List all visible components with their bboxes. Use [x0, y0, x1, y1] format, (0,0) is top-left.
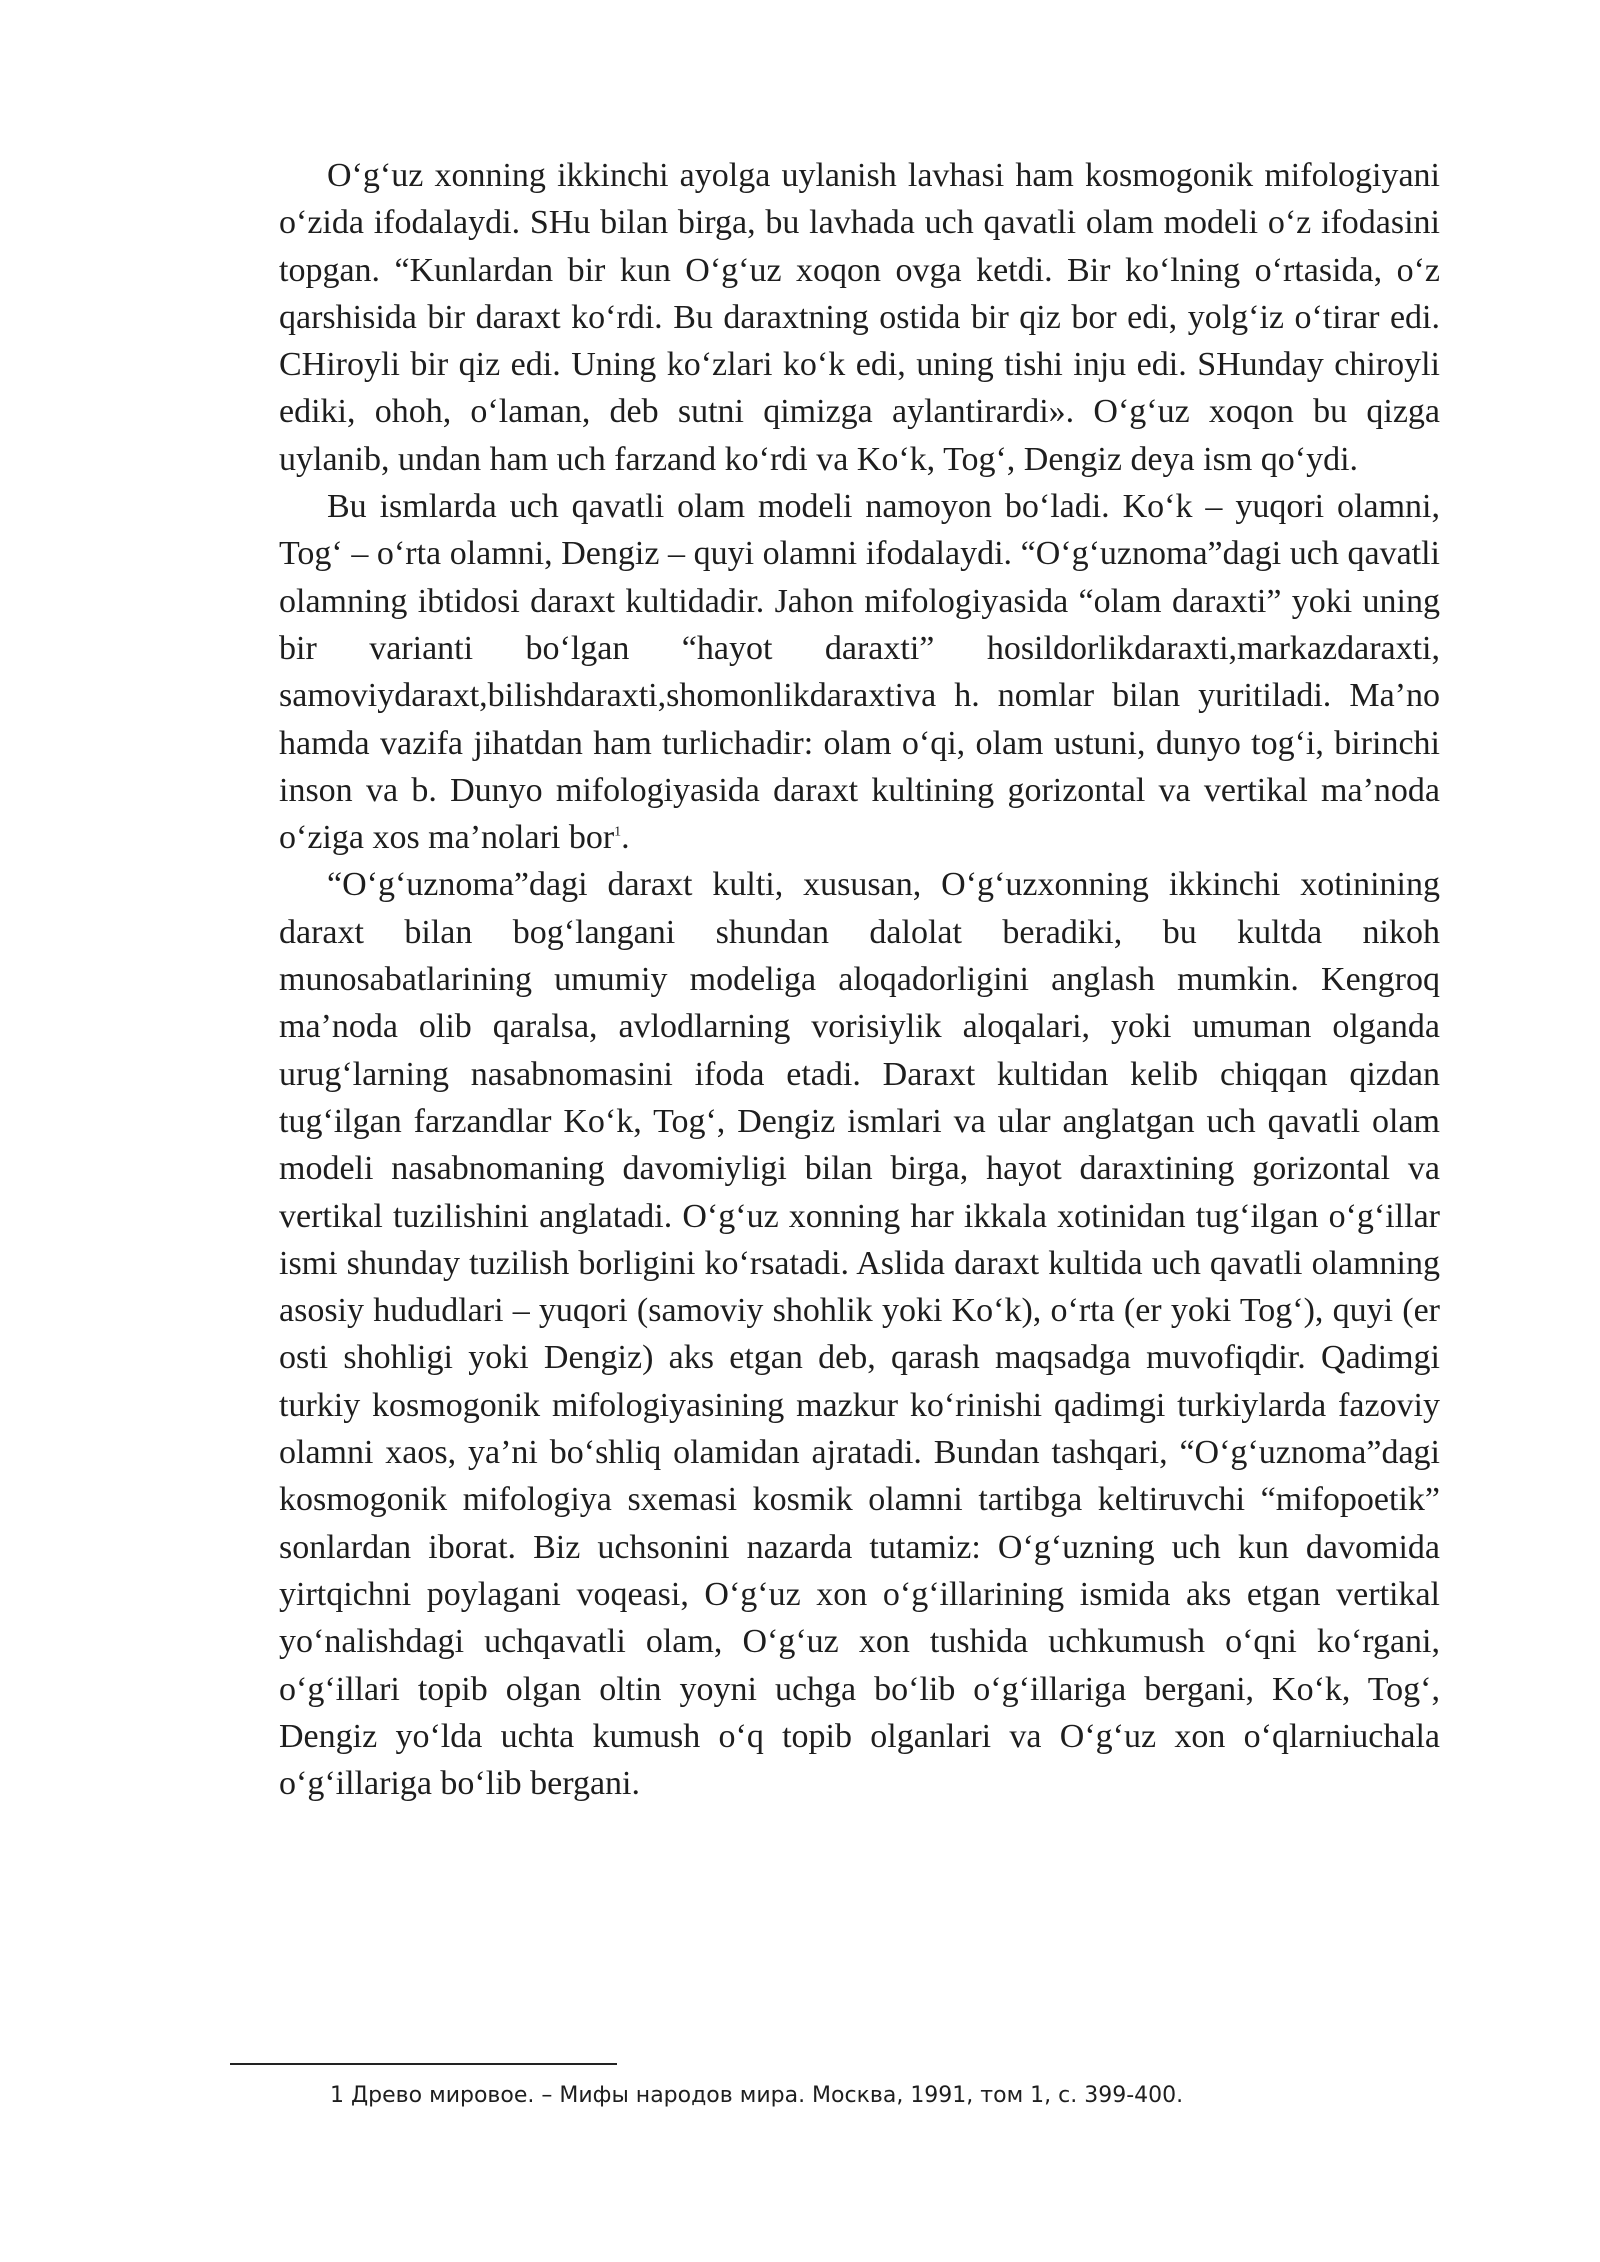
footnote-text: 1 Древо мировое. – Мифы народов мира. Москва, 1991, том 1, с. 399-400.: [330, 2083, 1184, 2108]
footnote-reference[interactable]: 1: [614, 824, 622, 840]
paragraph-2-tail: .: [621, 819, 630, 857]
body-text: [279, 152, 1440, 1807]
paragraph-1: O‘g‘uz xonning ikkinchi ayolga uylanish lavhasi ham kosmogonik mifologiyani o‘zida ifodalaydi. SHu bilan birga, bu lavhada uch qavatli olam modeli o‘z ifodasini topgan. “Kunlardan bir kun O‘g‘uz xoqon ovga ketdi. Bir ko‘lning o‘rtasida, o‘z qarshisida bir daraxt ko‘rdi. Bu daraxtning ostida bir qiz bor edi, yolg‘iz o‘tirar edi. CHiroyli bir qiz edi. Uning ko‘zlari ko‘k edi, uning tishi inju edi. SHunday chiroyli ediki, ohoh, o‘laman, deb sutni qimizga aylantirardi». O‘g‘uz xoqon bu qizga uylanib, undan ham uch farzand ko‘rdi va Ko‘k, Tog‘, Dengiz deya ism qo‘ydi.: [279, 157, 1440, 478]
paragraph-2: [279, 483, 1440, 861]
paragraph-3: “O‘g‘uznoma”dagi daraxt kulti, xususan, O‘g‘uzxonning ikkinchi xotinining daraxt bilan bog‘langani shundan dalolat beradiki, bu kultda nikoh munosabatlarining umumiy modeliga aloqadorligini anglash mumkin. Kengroq ma’noda olib qaralsa, avlodlarning vorisiylik aloqalari, yoki umuman olganda urug‘larning nasabnomasini ifoda etadi. Daraxt kultidan kelib chiqqan qizdan tug‘ilgan farzandlar Ko‘k, Tog‘, Dengiz ismlari va ular anglatgan uch qavatli olam modeli nasabnomaning davomiyligi bilan birga, hayot daraxtining gorizontal va vertikal tuzilishini anglatadi. O‘g‘uz xonning har ikkala xotinidan tug‘ilgan o‘g‘illar ismi shunday tuzilish borligini ko‘rsatadi. Aslida daraxt kultida uch qavatli olamning asosiy hududlari – yuqori (samoviy shohlik yoki Ko‘k), o‘rta (er yoki Tog‘), quyi (er osti shohligi yoki Dengiz) aks etgan deb, qarash maqsadga muvofiqdir. Qadimgi turkiy kosmogonik mifologiyasining mazkur ko‘rinishi qadimgi turkiylarda fazoviy olamni xaos, ya’ni bo‘shliq olamidan ajratadi. Bundan tashqari, “O‘g‘uznoma”dagi kosmogonik mifologiya sxemasi kosmik olamni tartibga keltiruvchi “mifopoetik” sonlardan iborat. Biz uchsonini nazarda tutamiz: O‘g‘uzning uch kun davomida yirtqichni poylagani voqeasi, O‘g‘uz xon o‘g‘illarining ismida aks etgan vertikal yo‘nalishdagi uchqavatli olam, O‘g‘uz xon tushida uchkumush o‘qni ko‘rgani, o‘g‘illari topib olgan oltin yoyni uchga bo‘lib o‘g‘illariga bergani, Ko‘k, Tog‘, Dengiz yo‘lda uchta kumush o‘q topib olganlari va O‘g‘uz xon o‘qlarniuchala o‘g‘illariga bo‘lib bergani.: [279, 866, 1440, 1803]
paragraph-2-text: Bu ismlarda uch qavatli olam modeli namoyon bo‘ladi. Ko‘k – yuqori olamni, Tog‘ – o‘rta olamni, Dengiz – quyi olamni ifodalaydi. “O‘g‘uznoma”dagi uch qavatli olamning ibtidosi daraxt kultidadir. Jahon mifologiyasida “olam daraxti” yoki uning bir varianti bo‘lgan “hayot daraxti” hosildorlikdaraxti,markazdaraxti, samoviydaraxt,bilishdaraxti,shomonlikdaraxtiva h. nomlar bilan yuritiladi. Ma’no hamda vazifa jihatdan ham turlichadir: olam o‘qi, olam ustuni, dunyo tog‘i, birinchi inson va b. Dunyo mifologiyasida daraxt kultining gorizontal va vertikal ma’noda o‘ziga xos ma’nolari bor: [279, 488, 1440, 857]
footnote-separator: [230, 2063, 617, 2065]
